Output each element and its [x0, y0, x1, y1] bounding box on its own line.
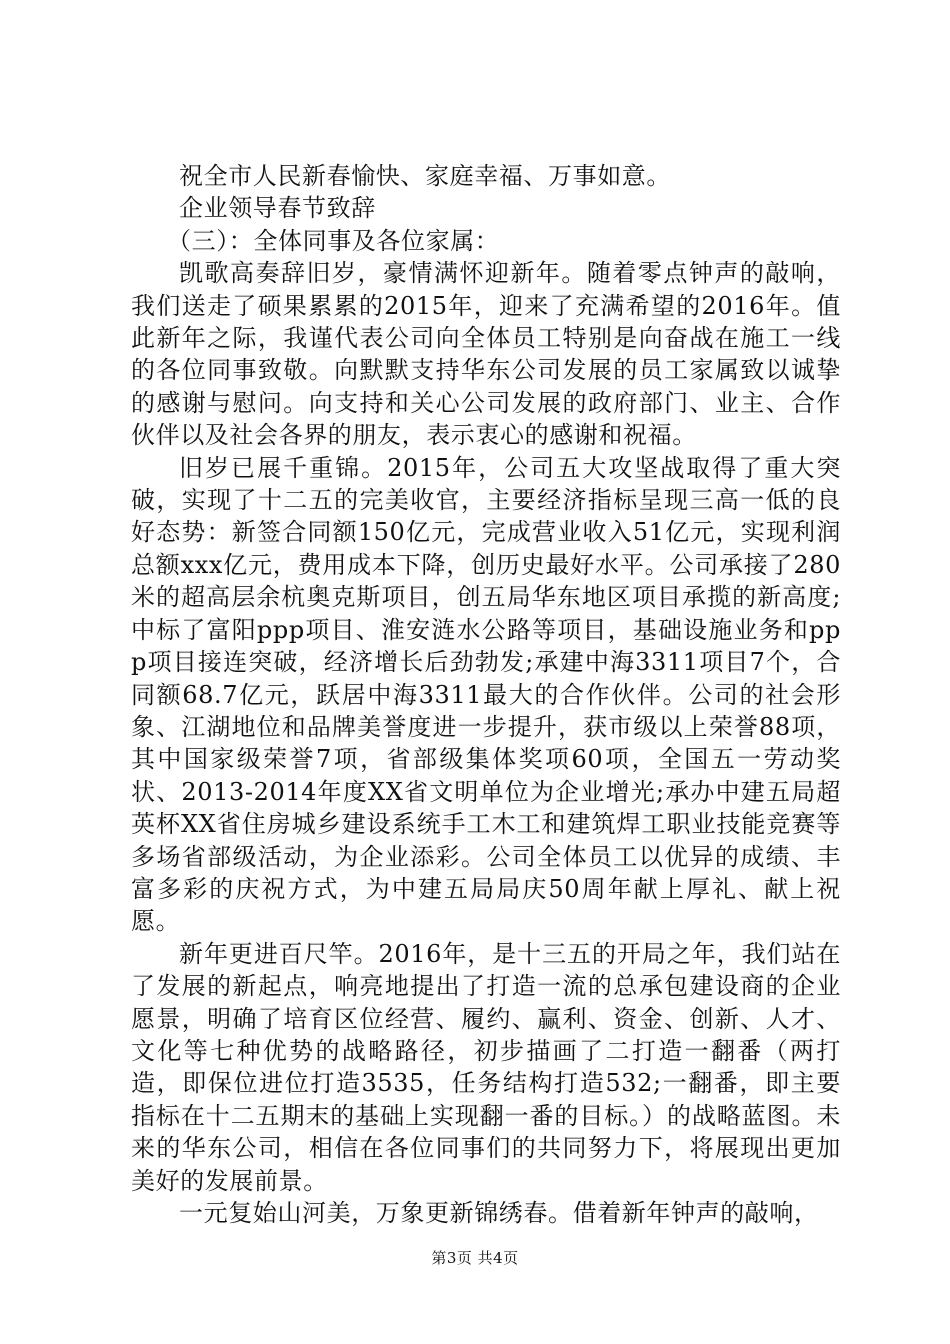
page-number-footer: 第3页 共4页 — [431, 1249, 519, 1267]
paragraph-outlook-2016: 新年更进百尺竿。2016年，是十三五的开局之年，我们站在了发展的新起点，响亮地提出了打造一流的总承包建设商的企业愿景，明确了培育区位经营、履约、赢利、资金、创新、人才、文化等七种优势的战略路径，初步描画了二打造一翻番（两打造，即保位进位打造3535，任务结构打造532;一翻番，即主要指标在十二五期末的基础上实现翻一番的目标。）的战略蓝图。未来的华东公司，相信在各位同事们的共同努力下，将展现出更加美好的发展前景。 — [131, 939, 841, 1195]
paragraph-salutation: （三）：全体同事及各位家属： — [167, 226, 500, 255]
paragraph-blessing: 祝全市人民新春愉快、家庭幸福、万事如意。 — [179, 162, 671, 190]
paragraph-heading: 企业领导春节致辞 — [179, 194, 376, 223]
paragraph-closing: 一元复始山河美，万象更新锦绣春。借着新年钟声的敲响， — [179, 1199, 819, 1227]
paragraph-review-2015: 旧岁已展千重锦。2015年，公司五大攻坚战取得了重大突破，实现了十二五的完美收官，主要经济指标呈现三高一低的良好态势：新签合同额150亿元，完成营业收入51亿元，实现利润总额xxx亿元，费用成本下降，创历史最好水平。公司承接了280米的超高层余杭奥克斯项目，创五局华东地区项目承揽的新高度;中标了富阳ppp项目、淮安涟水公路等项目，基础设施业务和ppp项目接连突破，经济增长后劲勃发;承建中海3311项目7个，合同额68.7亿元，跃居中海3311最大的合作伙伴。公司的社会形象、江湖地位和品牌美誉度进一步提升，获市级以上荣誉88项，其中国家级荣誉7项，省部级集体奖项60项，全国五一劳动奖状、2013-2014年度XX省文明单位为企业增光;承办中建五局超英杯XX省住房城乡建设系统手工木工和建筑焊工职业技能竞赛等多场省部级活动，为企业添彩。公司全体员工以优异的成绩、丰富多彩的庆祝方式，为中建五局局庆50周年献上厚礼、献上祝愿。 — [131, 453, 841, 936]
document-body — [131, 160, 841, 1229]
paragraph-opening: 凯歌高奏辞旧岁，豪情满怀迎新年。随着零点钟声的敲响，我们送走了硕果累累的2015年，迎来了充满希望的2016年。值此新年之际，我谨代表公司向全体员工特别是向奋战在施工一线的各位同事致敬。向默默支持华东公司发展的员工家属致以诚挚的感谢与慰问。向支持和关心公司发展的政府部门、业主、合作伙伴以及社会各界的朋友，表示衷心的感谢和祝福。 — [131, 259, 841, 450]
